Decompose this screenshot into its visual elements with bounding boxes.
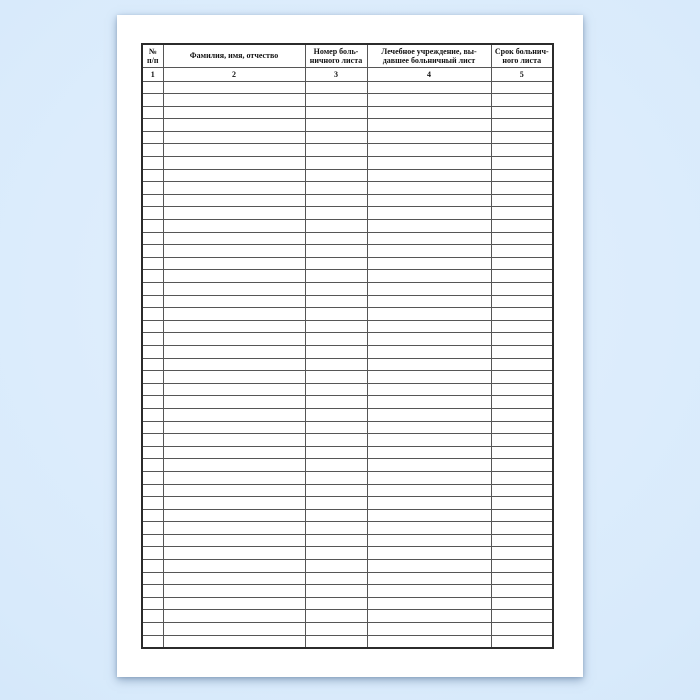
empty-cell [491, 383, 553, 396]
empty-cell [142, 144, 163, 157]
empty-cell [142, 610, 163, 623]
empty-cell [367, 257, 491, 270]
empty-cell [305, 459, 367, 472]
empty-row [142, 270, 553, 283]
empty-row [142, 522, 553, 535]
empty-cell [367, 635, 491, 648]
empty-cell [163, 522, 305, 535]
empty-cell [491, 421, 553, 434]
empty-cell [142, 396, 163, 409]
empty-row [142, 144, 553, 157]
column-index-cell: 1 [142, 67, 163, 81]
empty-cell [163, 295, 305, 308]
empty-row [142, 194, 553, 207]
empty-cell [163, 94, 305, 107]
empty-cell [367, 522, 491, 535]
empty-cell [142, 421, 163, 434]
empty-cell [163, 119, 305, 132]
empty-cell [305, 572, 367, 585]
empty-row [142, 585, 553, 598]
empty-cell [142, 446, 163, 459]
empty-cell [142, 572, 163, 585]
empty-cell [367, 547, 491, 560]
empty-cell [163, 194, 305, 207]
empty-cell [163, 434, 305, 447]
empty-row [142, 560, 553, 573]
empty-cell [163, 131, 305, 144]
empty-row [142, 119, 553, 132]
empty-cell [142, 131, 163, 144]
empty-cell [367, 119, 491, 132]
empty-cell [142, 182, 163, 195]
empty-cell [142, 635, 163, 648]
empty-cell [367, 408, 491, 421]
empty-row [142, 383, 553, 396]
empty-cell [163, 320, 305, 333]
empty-cell [163, 509, 305, 522]
empty-cell [305, 408, 367, 421]
empty-row [142, 207, 553, 220]
empty-row [142, 497, 553, 510]
empty-cell [491, 547, 553, 560]
empty-cell [491, 119, 553, 132]
empty-cell [367, 270, 491, 283]
empty-cell [142, 547, 163, 560]
empty-cell [142, 459, 163, 472]
empty-cell [367, 333, 491, 346]
empty-cell [305, 232, 367, 245]
empty-row [142, 345, 553, 358]
empty-cell [491, 597, 553, 610]
empty-cell [367, 585, 491, 598]
empty-cell [367, 144, 491, 157]
empty-cell [491, 434, 553, 447]
empty-cell [367, 169, 491, 182]
empty-cell [305, 471, 367, 484]
empty-cell [491, 459, 553, 472]
empty-cell [142, 270, 163, 283]
empty-cell [142, 522, 163, 535]
empty-cell [305, 119, 367, 132]
empty-row [142, 106, 553, 119]
empty-cell [491, 623, 553, 636]
empty-cell [367, 623, 491, 636]
empty-cell [142, 585, 163, 598]
empty-cell [367, 207, 491, 220]
empty-row [142, 358, 553, 371]
empty-cell [163, 220, 305, 233]
empty-cell [163, 345, 305, 358]
empty-cell [367, 560, 491, 573]
empty-cell [163, 534, 305, 547]
empty-cell [491, 131, 553, 144]
empty-row [142, 623, 553, 636]
empty-cell [142, 345, 163, 358]
empty-cell [142, 283, 163, 296]
empty-cell [367, 106, 491, 119]
empty-cell [163, 446, 305, 459]
empty-cell [142, 471, 163, 484]
empty-cell [491, 560, 553, 573]
column-index-cell: 5 [491, 67, 553, 81]
empty-cell [305, 220, 367, 233]
paper-sheet [117, 15, 583, 677]
empty-cell [163, 383, 305, 396]
empty-cell [367, 383, 491, 396]
header-line: ного листа [502, 55, 542, 65]
empty-cell [305, 169, 367, 182]
empty-cell [491, 333, 553, 346]
empty-cell [142, 358, 163, 371]
empty-cell [142, 408, 163, 421]
empty-cell [163, 421, 305, 434]
empty-row [142, 333, 553, 346]
empty-cell [305, 610, 367, 623]
empty-cell [305, 182, 367, 195]
empty-cell [491, 396, 553, 409]
empty-cell [367, 81, 491, 94]
empty-cell [305, 484, 367, 497]
empty-cell [142, 623, 163, 636]
empty-cell [491, 295, 553, 308]
empty-cell [305, 333, 367, 346]
empty-row [142, 308, 553, 321]
empty-row [142, 157, 553, 170]
empty-cell [367, 194, 491, 207]
empty-cell [491, 257, 553, 270]
empty-cell [142, 106, 163, 119]
empty-cell [163, 610, 305, 623]
empty-cell [491, 94, 553, 107]
empty-cell [163, 270, 305, 283]
empty-cell [142, 220, 163, 233]
header-cell-sicknote-number [305, 44, 367, 67]
empty-cell [305, 106, 367, 119]
empty-cell [367, 396, 491, 409]
empty-row [142, 484, 553, 497]
header-cell-full-name [163, 44, 305, 67]
empty-cell [142, 434, 163, 447]
empty-cell [305, 257, 367, 270]
empty-cell [367, 572, 491, 585]
empty-cell [367, 459, 491, 472]
empty-cell [142, 534, 163, 547]
empty-cell [163, 560, 305, 573]
empty-cell [305, 446, 367, 459]
empty-cell [142, 194, 163, 207]
empty-cell [305, 635, 367, 648]
empty-row [142, 610, 553, 623]
empty-row [142, 295, 553, 308]
empty-cell [142, 245, 163, 258]
empty-row [142, 408, 553, 421]
empty-cell [491, 371, 553, 384]
empty-cell [367, 421, 491, 434]
empty-row [142, 446, 553, 459]
empty-cell [305, 421, 367, 434]
empty-row [142, 396, 553, 409]
empty-cell [142, 169, 163, 182]
empty-cell [142, 560, 163, 573]
empty-cell [142, 371, 163, 384]
empty-cell [305, 623, 367, 636]
empty-cell [367, 94, 491, 107]
empty-row [142, 434, 553, 447]
empty-cell [491, 220, 553, 233]
empty-cell [142, 308, 163, 321]
empty-cell [163, 572, 305, 585]
empty-cell [491, 446, 553, 459]
empty-cell [305, 383, 367, 396]
empty-row [142, 232, 553, 245]
empty-cell [305, 320, 367, 333]
empty-cell [305, 308, 367, 321]
empty-cell [163, 547, 305, 560]
empty-cell [163, 597, 305, 610]
empty-cell [305, 131, 367, 144]
empty-cell [163, 471, 305, 484]
empty-cell [163, 484, 305, 497]
empty-cell [142, 81, 163, 94]
sick-leave-register-table [141, 43, 554, 649]
empty-cell [163, 232, 305, 245]
empty-row [142, 257, 553, 270]
header-line: Номер боль- [313, 46, 359, 56]
empty-cell [305, 396, 367, 409]
empty-cell [163, 396, 305, 409]
column-index-cell: 3 [305, 67, 367, 81]
empty-cell [491, 484, 553, 497]
table-header [142, 44, 553, 81]
header-line: № [148, 46, 157, 56]
empty-cell [163, 623, 305, 636]
empty-cell [142, 295, 163, 308]
empty-cell [491, 534, 553, 547]
empty-cell [305, 547, 367, 560]
header-line: давшее больничный лист [382, 55, 476, 65]
empty-cell [305, 371, 367, 384]
empty-row [142, 547, 553, 560]
empty-cell [163, 257, 305, 270]
empty-cell [305, 295, 367, 308]
empty-row [142, 534, 553, 547]
empty-cell [491, 320, 553, 333]
empty-cell [367, 182, 491, 195]
empty-cell [367, 295, 491, 308]
empty-cell [491, 106, 553, 119]
empty-cell [491, 509, 553, 522]
empty-cell [491, 572, 553, 585]
empty-row [142, 131, 553, 144]
empty-cell [367, 345, 491, 358]
empty-cell [305, 434, 367, 447]
empty-cell [163, 157, 305, 170]
empty-cell [491, 169, 553, 182]
empty-cell [491, 471, 553, 484]
empty-cell [367, 534, 491, 547]
empty-cell [305, 597, 367, 610]
empty-row [142, 371, 553, 384]
empty-cell [305, 522, 367, 535]
empty-cell [491, 232, 553, 245]
empty-cell [142, 383, 163, 396]
empty-cell [367, 220, 491, 233]
empty-cell [491, 283, 553, 296]
empty-cell [305, 270, 367, 283]
empty-cell [367, 484, 491, 497]
empty-cell [305, 81, 367, 94]
empty-cell [491, 194, 553, 207]
empty-cell [305, 345, 367, 358]
empty-cell [163, 308, 305, 321]
header-line: Срок больнич- [494, 46, 549, 56]
empty-cell [367, 245, 491, 258]
column-index-row [142, 67, 553, 81]
empty-cell [491, 585, 553, 598]
empty-cell [367, 497, 491, 510]
empty-cell [367, 509, 491, 522]
empty-cell [163, 106, 305, 119]
empty-cell [367, 308, 491, 321]
empty-cell [142, 232, 163, 245]
empty-cell [491, 207, 553, 220]
empty-cell [491, 270, 553, 283]
empty-row [142, 320, 553, 333]
header-line: п/п [147, 55, 159, 65]
empty-cell [163, 371, 305, 384]
empty-cell [305, 509, 367, 522]
header-line: Лечебное учреждение, вы- [381, 46, 477, 56]
empty-cell [491, 81, 553, 94]
empty-cell [367, 471, 491, 484]
empty-cell [142, 157, 163, 170]
empty-row [142, 283, 553, 296]
empty-cell [491, 408, 553, 421]
empty-row [142, 572, 553, 585]
column-index-cell: 4 [367, 67, 491, 81]
empty-cell [163, 408, 305, 421]
empty-cell [142, 257, 163, 270]
empty-cell [163, 358, 305, 371]
empty-row [142, 94, 553, 107]
empty-row [142, 459, 553, 472]
empty-cell [367, 131, 491, 144]
empty-cell [163, 169, 305, 182]
empty-row [142, 635, 553, 648]
empty-cell [163, 81, 305, 94]
empty-cell [142, 509, 163, 522]
empty-cell [163, 459, 305, 472]
empty-cell [305, 585, 367, 598]
empty-cell [163, 182, 305, 195]
empty-cell [142, 484, 163, 497]
empty-row [142, 421, 553, 434]
empty-cell [491, 182, 553, 195]
empty-cell [491, 308, 553, 321]
empty-cell [305, 157, 367, 170]
empty-row [142, 597, 553, 610]
empty-cell [491, 635, 553, 648]
empty-cell [305, 94, 367, 107]
empty-cell [367, 232, 491, 245]
empty-cell [491, 144, 553, 157]
empty-cell [367, 610, 491, 623]
empty-cell [163, 207, 305, 220]
empty-cell [367, 371, 491, 384]
empty-cell [163, 283, 305, 296]
empty-cell [305, 534, 367, 547]
header-cell-number [142, 44, 163, 67]
empty-cell [305, 560, 367, 573]
header-cell-term [491, 44, 553, 67]
empty-row [142, 509, 553, 522]
empty-row [142, 169, 553, 182]
empty-cell [305, 497, 367, 510]
empty-cell [142, 597, 163, 610]
header-cell-institution [367, 44, 491, 67]
empty-cell [163, 333, 305, 346]
empty-cell [491, 245, 553, 258]
empty-cell [367, 446, 491, 459]
empty-cell [305, 144, 367, 157]
empty-cell [367, 157, 491, 170]
empty-cell [491, 345, 553, 358]
table-body [142, 81, 553, 648]
empty-cell [163, 144, 305, 157]
empty-row [142, 471, 553, 484]
empty-cell [163, 497, 305, 510]
empty-cell [367, 320, 491, 333]
empty-cell [367, 597, 491, 610]
empty-cell [163, 635, 305, 648]
empty-row [142, 182, 553, 195]
empty-cell [367, 283, 491, 296]
empty-cell [163, 585, 305, 598]
empty-cell [142, 320, 163, 333]
empty-cell [142, 119, 163, 132]
empty-cell [491, 522, 553, 535]
empty-cell [367, 434, 491, 447]
header-row [142, 44, 553, 67]
empty-cell [491, 157, 553, 170]
empty-row [142, 245, 553, 258]
empty-cell [142, 207, 163, 220]
empty-cell [163, 245, 305, 258]
empty-cell [305, 358, 367, 371]
empty-row [142, 220, 553, 233]
empty-cell [491, 610, 553, 623]
empty-cell [305, 194, 367, 207]
empty-cell [305, 283, 367, 296]
empty-cell [491, 497, 553, 510]
column-index-cell: 2 [163, 67, 305, 81]
empty-row [142, 81, 553, 94]
empty-cell [491, 358, 553, 371]
empty-cell [142, 333, 163, 346]
empty-cell [305, 207, 367, 220]
empty-cell [305, 245, 367, 258]
empty-cell [367, 358, 491, 371]
header-line: ничного листа [309, 55, 363, 65]
empty-cell [142, 94, 163, 107]
empty-cell [142, 497, 163, 510]
header-line: Фамилия, имя, отчество [189, 51, 279, 61]
